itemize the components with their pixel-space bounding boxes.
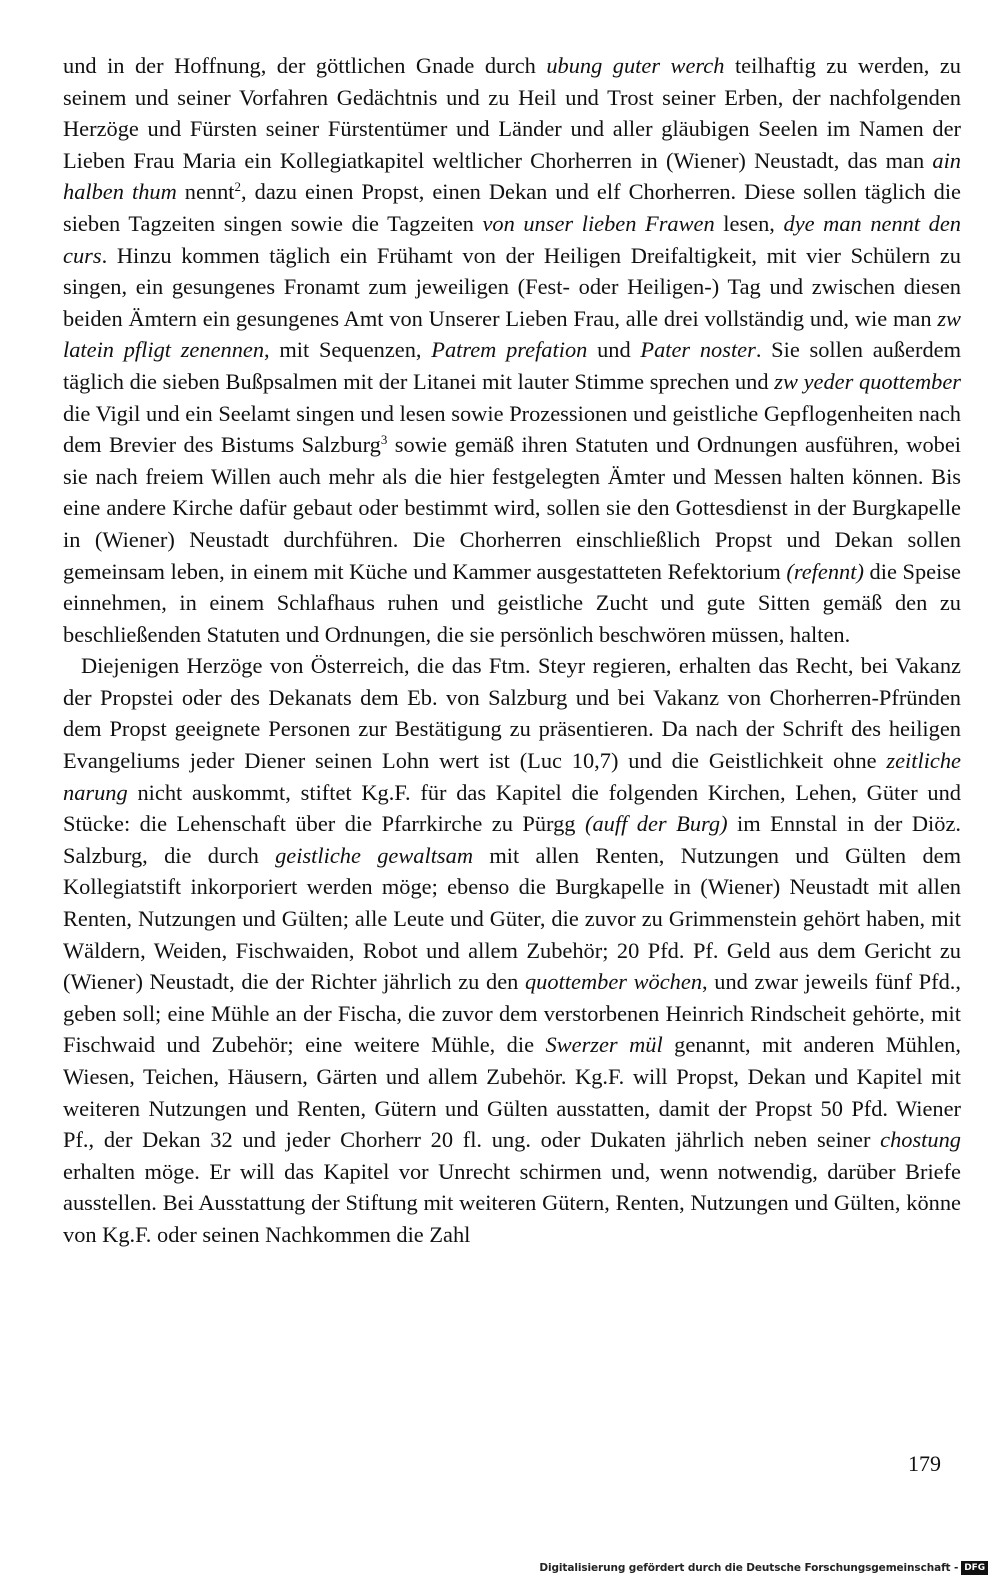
footer-text: Digitalisierung gefördert durch die Deutsche Forschungsgemeinschaft - xyxy=(539,1562,959,1574)
italic-phrase: dye man nennt den curs xyxy=(63,210,961,268)
italic-phrase: (refennt) xyxy=(786,558,864,584)
italic-phrase: Pater noster xyxy=(640,337,756,363)
italic-phrase: ubung guter werch xyxy=(546,53,725,78)
italic-phrase: zeitliche narung xyxy=(63,748,961,805)
italic-phrase: Swerzer mül xyxy=(545,1032,663,1058)
text-run: die Vigil und ein Seelamt singen und lesen sowie Prozessionen und geistliche Gepflogenheiten nach dem Brevier des Bistums Salzburg xyxy=(63,400,961,458)
paragraph-2 xyxy=(63,650,961,1250)
page-number: 179 xyxy=(908,1451,941,1476)
italic-phrase: zw yeder quottember xyxy=(774,368,961,394)
text-run: . Sie sollen außerdem täglich die sieben Bußpsalmen mit der Litanei mit lauter Stimme sprechen und xyxy=(63,337,961,394)
text-run: , dazu einen Propst, einen Dekan und elf Chorherren. Diese sollen täglich die sieben Tagzeiten singen sowie die Tagzeiten xyxy=(63,179,961,236)
italic-phrase: (auff der Burg) xyxy=(585,811,728,837)
text-run: Diejenigen Herzöge von Österreich, die das Ftm. Steyr regieren, erhalten das Recht, bei Vakanz der Propstei oder des Dekanats dem Eb. von Salzburg und bei Vakanz von Chorherren-Pfründen dem Propst geeignete Personen zur Bestätigung zu präsentieren. Da nach der Schrift des heiligen Evangeliums jeder Diener seinen Lohn wert ist (Luc 10,7) und die Geistlichkeit ohne xyxy=(63,653,961,774)
italic-phrase: chostung xyxy=(880,1127,961,1153)
text-run: , und zwar jeweils fünf Pfd., geben soll; eine Mühle an der Fischa, die zuvor dem verstorbenen Heinrich Rindscheit gehörte, mit Fischwaid und Zubehör; eine weitere Mühle, die xyxy=(63,969,961,1058)
text-run: teilhaftig zu werden, zu seinem und seiner Vorfahren Gedächtnis und zu Heil und Trost seiner Erben, der nachfolgenden Herzöge und Fürsten seiner Fürstentümer und Länder und aller gläubigen Seelen im Namen der Lieben Frau Maria ein Kollegiatkapitel weltlicher Chorherren in (Wiener) Neustadt, das man xyxy=(63,53,962,173)
text-run: genannt, mit anderen Mühlen, Wiesen, Teichen, Häusern, Gärten und allem Zubehör. Kg.F. will Propst, Dekan und Kapitel mit weiteren Nutzungen und Renten, Gütern und Gülten ausstatten, damit der Propst 50 Pfd. Wiener Pf., der Dekan 32 und jeder Chorherr 20 fl. ung. oder Dukaten jährlich neben seiner xyxy=(63,1032,961,1153)
italic-phrase: ain halben thum xyxy=(63,147,961,205)
italic-phrase: geistliche gewaltsam xyxy=(275,842,474,868)
text-run: . Hinzu kommen täglich ein Frühamt von der Heiligen Dreifaltigkeit, mit vier Schülern zu singen, ein gesungenes Fronamt zum jeweiligen (Fest- oder Heiligen-) Tag und zwischen diesen beiden Ämtern ein gesungenes Amt von Unserer Lieben Frau, alle drei vollständig und, wie man xyxy=(63,242,961,331)
italic-phrase: von unser lieben Frawen xyxy=(482,210,715,236)
italic-phrase: Patrem prefation xyxy=(431,337,588,363)
footnote-marker: 2 xyxy=(234,179,242,195)
footer xyxy=(539,1561,988,1575)
paragraph-1 xyxy=(63,50,961,650)
text-run: und xyxy=(587,337,641,363)
text-run: sowie gemäß ihren Statuten und Ordnungen ausführen, wobei sie nach freiem Willen auch mehr als die hier festgelegten Ämter und Messen halten können. Bis eine andere Kirche dafür gebaut oder bestimmt wird, sollen sie den Gottesdienst in der Burgkapelle in (Wiener) Neustadt durchführen. Die Chorherren einschließlich Propst und Dekan sollen gemeinsam leben, in einem mit Küche und Kammer ausgestatteten Refektorium xyxy=(63,432,962,584)
text-run: mit allen Renten, Nutzungen und Gülten dem Kollegiatstift inkorporiert werden möge; ebenso die Burgkapelle in (Wiener) Neustadt mit allen Renten, Nutzungen und Gülten; alle Leute und Güter, die zuvor zu Grimmenstein gehört haben, mit Wäldern, Weiden, Fischwaiden, Robot und allem Zubehör; 20 Pfd. Pf. Geld aus dem Gericht zu (Wiener) Neustadt, die der Richter jährlich zu den xyxy=(63,842,961,995)
text-run: die Speise einnehmen, in einem Schlafhaus ruhen und geistliche Zucht und gute Sitten gemäß den zu beschließenden Statuten und Ordnungen, die sie persönlich beschwören müssen, halten. xyxy=(63,558,961,647)
text-run: im Ennstal in der Diöz. Salzburg, die durch xyxy=(63,811,961,868)
text-run: , mit Sequenzen, xyxy=(264,337,432,363)
text-run: erhalten möge. Er will das Kapitel vor Unrecht schirmen und, wenn notwendig, darüber Briefe ausstellen. Bei Ausstattung der Stiftung mit weiteren Gütern, Renten, Nutzungen und Gülten, könne von Kg.F. oder seinen Nachkommen die Zahl xyxy=(63,1158,961,1247)
footnote-marker: 3 xyxy=(380,432,388,448)
italic-phrase: quottember wöchen xyxy=(524,969,703,995)
text-run: nennt xyxy=(176,179,235,205)
italic-phrase: zw latein pfligt zenennen xyxy=(63,305,961,363)
text-run: lesen, xyxy=(714,210,784,236)
dfg-logo: DFG xyxy=(961,1561,988,1575)
text-run: und in der Hoffnung, der göttlichen Gnade durch xyxy=(63,53,547,78)
main-text xyxy=(63,50,961,1251)
text-run: nicht auskommt, stiftet Kg.F. für das Kapitel die folgenden Kirchen, Lehen, Güter und Stücke: die Lehenschaft über die Pfarrkirche zu Pürgg xyxy=(63,779,961,837)
